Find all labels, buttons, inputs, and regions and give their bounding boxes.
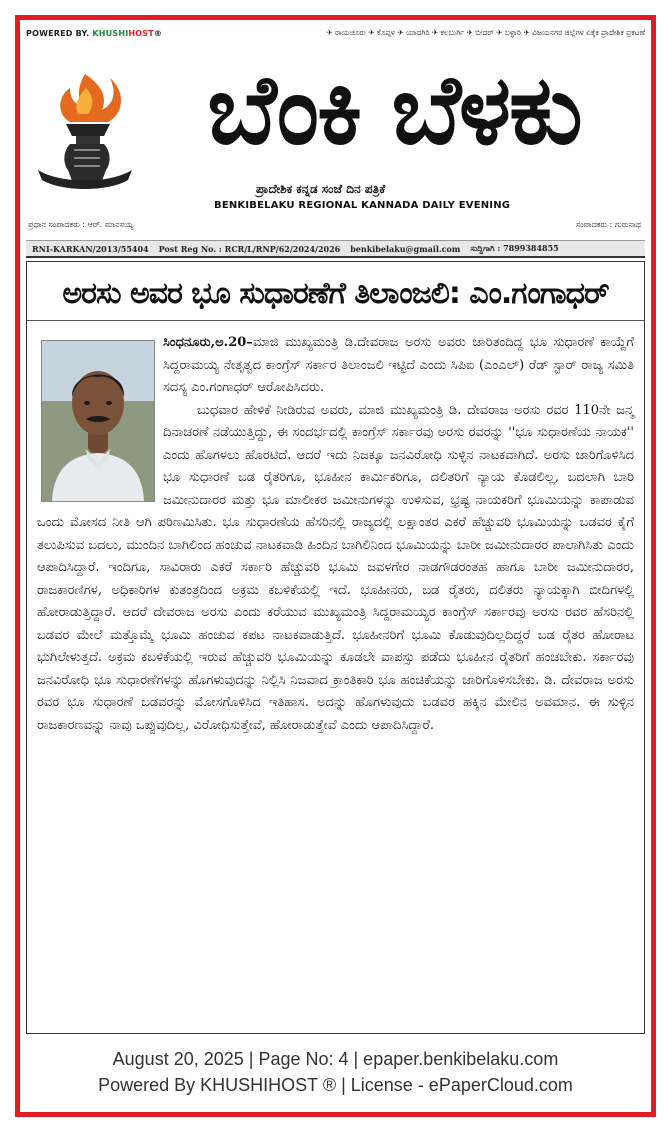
- chief-editor: ಪ್ರಧಾನ ಸಂಪಾದಕರು : ಆರ್. ಮಾನಸಯ್ಯ: [28, 220, 134, 229]
- powered-by: [26, 29, 162, 38]
- newspaper-subtitle: ಪ್ರಾದೇಶಿಕ ಕನ್ನಡ ಸಂಜೆ ದಿನ ಪತ್ರಿಕೆ: [256, 182, 386, 196]
- top-bar: [26, 24, 645, 42]
- photo-spacer: [37, 332, 163, 502]
- rni-number: RNI-KARKAN/2013/55404: [32, 243, 149, 254]
- article: [26, 261, 645, 1034]
- post-reg-number: Post Reg No. : RCR/L/RNP/62/2024/2026: [158, 243, 341, 254]
- torch-fist-logo-icon: [30, 66, 140, 196]
- article-headline: ಅರಸು ಅವರ ಭೂ ಸುಧಾರಣೆಗೆ ತಿಲಾಂಜಲಿ: ಎಂ.ಗಂಗಾಧರ್: [27, 268, 644, 321]
- registration-bar: [26, 240, 645, 258]
- editor: ಸಂಪಾದಕರು : ಗುರುನಾಥ: [575, 220, 641, 229]
- newspaper-english-name: BENKIBELAKU REGIONAL KANNADA DAILY EVENING: [214, 200, 511, 211]
- article-paragraph-1-text: ಮಾಜಿ ಮುಖ್ಯಮಂತ್ರಿ ಡಿ.ದೇವರಾಜ ಅರಸು ಅವರು ಜಾರಿತಂದಿದ್ದ ಭೂ ಸುಧಾರಣೆ ಕಾಯ್ದೆಗೆ ಸಿದ್ದರಾಮಯ್ಯ ನೇತೃತ್ವದ ಕಾಂಗ್ರೆಸ್ ಸರ್ಕಾರ ತಿಲಾಂಜಲಿ ಇಟ್ಟಿದೆ ಎಂದು ಸಿಪಿಐ (ಎಂಎಲ್) ರೆಡ್ ಸ್ಟಾರ್ ರಾಜ್ಯ ಸಮಿತಿ ಸದಸ್ಯ ಎಂ.ಗಂಗಾಧರ್ ಆರೋಪಿಸಿದರು.: [163, 335, 634, 395]
- newspaper-title: ಬೆಂಕಿ ಬೆಳಕು: [207, 54, 581, 166]
- powered-by-label: POWERED BY.: [26, 28, 90, 38]
- masthead: [26, 44, 645, 240]
- contact-phone: ಸುದ್ದಿಗಾಗಿ : 7899384855: [470, 243, 559, 253]
- brand-host: HOST: [128, 28, 154, 38]
- brand-khushi: KHUSHI: [92, 28, 129, 38]
- article-paragraph-2: ಬುಧವಾರ ಹೇಳಿಕೆ ನೀಡಿರುವ ಅವರು, ಮಾಜಿ ಮುಖ್ಯಮಂತ್ರಿ ಡಿ. ದೇವರಾಜ ಅರಸು ರವರ 110ನೇ ಜನ್ಮ ದಿನಾಚರಣೆ ನಡೆಯುತ್ತಿದ್ದು, ಈ ಸಂದರ್ಭದಲ್ಲಿ ಕಾಂಗ್ರೆಸ್ ಸರ್ಕಾರವು ಅರಸು ರವರನ್ನು ''ಭೂ ಸುಧಾರಣೆಯ ನಾಯಕ'' ಎಂದು ಹೊಗಳಲು ಹೊರಟಿದೆ. ಆದರೆ ಇದು ನಿಜಕ್ಕೂ ಜನವಿರೋಧಿ ಸುಳ್ಳಿನ ನಾಟಕವಾಗಿದೆ. ಅರಸು ಜಾರಿಗೊಳಿಸಿದ ಭೂ ಸುಧಾರಣೆ ಬಡ ರೈತರಿಗೂ, ಭೂಹೀನ ಕಾರ್ಮಿಕರಿಗೂ, ದಲಿತರಿಗೆ ನ್ಯಾಯ ಕೊಡಲಿಲ್ಲ, ಬದಲಾಗಿ ಬಾರಿ ಜಮೀನುದಾರರ ಮತ್ತು ಭೂ ಮಾಲೀಕರ ಜಮೀನುಗಳನ್ನು ಉಳಿಸುವ, ಭ್ರಷ್ಟ ನಾಯಕರಿಗೆ ಭೂಮಿಯನ್ನು ಕಾಪಾಡುವ ಒಂದು ಮೋಸದ ನೀತಿ ಆಗಿ ಪರಿಣಮಿಸಿತು. ಭೂ ಸುಧಾರಣೆಯ ಹೆಸರಿನಲ್ಲಿ ರಾಜ್ಯದಲ್ಲಿ ಲಕ್ಷಾಂತರ ಎಕರೆ ಹೆಚ್ಚುವರಿ ಭೂಮಿಯನ್ನು ಬಡವರ ಕೈಗೆ ತಲುಪಿಸುವ ಬದಲು, ಮುಂದಿನ ಬಾಗಿಲಿಂದ ಹಂಚುವ ನಾಟಕವಾಡಿ ಹಿಂದಿನ ಬಾಗಿಲಿನಿಂದ ಭೂಮಿಯನ್ನು ಬಾರೀ ಜಮೀನುದಾರರ ಪಾಲಾಗಿಸಿತು ಎಂದು ಆಪಾದಿಸಿದ್ದಾರೆ. ಇಂದಿಗೂ, ಸಾವಿರಾರು ಎಕರೆ ಸರ್ಕಾರಿ ಹೆಚ್ಚುವರಿ ಭೂಮಿ ಜವಳಗೇರ ನಾಡಗೌಡರಂತಹ ಹಾಗೂ ಬಾರೀ ಜಮೀನುದಾರರ, ರಾಜಕಾರಣಿಗಳ, ಅಧಿಕಾರಿಗಳ ಕುತಂತ್ರದಿಂದ ಅಕ್ರಮ ಕಬಳಿಕೆಯಲ್ಲಿ ಇದೆ. ಭೂಹೀನರು, ಬಡ ರೈತರು, ದಲಿತರು ನ್ಯಾಯಕ್ಕಾಗಿ ಬೀದಿಗಳಲ್ಲಿ ಹೋರಾಡುತ್ತಿದ್ದಾರೆ. ಆದರೆ ದೇವರಾಜ ಅರಸು ಎಂದು ಕರೆಯುವ ಮುಖ್ಯಮಂತ್ರಿ ಸಿದ್ದರಾಮಯ್ಯರ ಕಾಂಗ್ರೆಸ್ ಸರ್ಕಾರವು ಅರಸು ರವರ ಹೆಸರಿನಲ್ಲಿ ಬಡವರ ಮೇಲೆ ಮತ್ತೊಮ್ಮೆ ಭೂಮಿ ಹಂಚುವ ಕಪಟ ನಾಟಕವಾಡುತ್ತಿದೆ. ಭೂಹೀನರಿಗೆ ಭೂಮಿ ಕೊಡುವುದಿಲ್ಲದಿದ್ದರೆ ಬಡ ರೈತರ ಹೋರಾಟ ಭುಗಿಲೇಳುತ್ತದೆ. ಅಕ್ರಮ ಕಬಳಿಕೆಯಲ್ಲಿ ಇರುವ ಹೆಚ್ಚುವರಿ ಭೂಮಿಯನ್ನು ಕೂಡಲೇ ವಾಪಸ್ಸು ಪಡೆದು ಭೂಹೀನ ರೈತರಿಗೆ ಹಂಚಬೇಕು. ಸರ್ಕಾರವು ಜನವಿರೋಧಿ ಭೂ ಸುಧಾರಣೆಗಳನ್ನು ಹೊಗಳುವುದನ್ನು ನಿಲ್ಲಿಸಿ ನಿಜವಾದ ಕ್ರಾಂತಿಕಾರಿ ಭೂ ಹಂಚಿಕೆಯನ್ನು ಜಾರಿಗೊಳಿಸಬೇಕು. ಡಿ. ದೇವರಾಜ ಅರಸು ರವರ ಭೂ ಸುಧಾರಣೆ ಬಡವರನ್ನು ಮೋಸಗೊಳಿಸಿದ ಇತಿಹಾಸ. ಅದನ್ನು ಹೊಗಳುವುದು ಬಡವರ ಹಕ್ಕಿನ ಮೇಲಿನ ಅವಮಾನ. ಈ ಸುಳ್ಳಿನ ರಾಜಕಾರಣವನ್ನು ನಾವು ಒಪ್ಪುವುದಿಲ್ಲ, ವಿರೋಧಿಸುತ್ತೇವೆ, ಹೋರಾಡುತ್ತೇವೆ ಎಂದು ಆಪಾದಿಸಿದ್ದಾರೆ.: [37, 402, 634, 733]
- contact-email: benkibelaku@gmail.com: [350, 243, 461, 254]
- page-footer: [26, 1038, 645, 1106]
- article-dateline: ಸಿಂಧನೂರು,ಅ.20–: [163, 335, 253, 350]
- district-list: ✈ ರಾಯಚೂರು ✈ ಕೊಪ್ಪಳ ✈ ಯಾದಗಿರಿ ✈ ಕಲಬುರ್ಗಿ ✈ ಬೀದರ್ ✈ ಬಳ್ಳಾರಿ ✈ ವಿಜಯನಗರ ಜಿಲ್ಲೆಗಳ ಏಕೈಕ ಪ್ರಾದೇಶಿಕ ಪ್ರಕಟಣೆ: [326, 28, 645, 37]
- page-frame: [15, 15, 656, 1117]
- article-body: [37, 332, 634, 737]
- footer-powered-license: Powered By KHUSHIHOST ® | License - ePaperCloud.com: [98, 1075, 573, 1095]
- brand-registered: ®: [153, 28, 163, 38]
- footer-date-page: August 20, 2025 | Page No: 4 | epaper.benkibelaku.com: [112, 1049, 559, 1069]
